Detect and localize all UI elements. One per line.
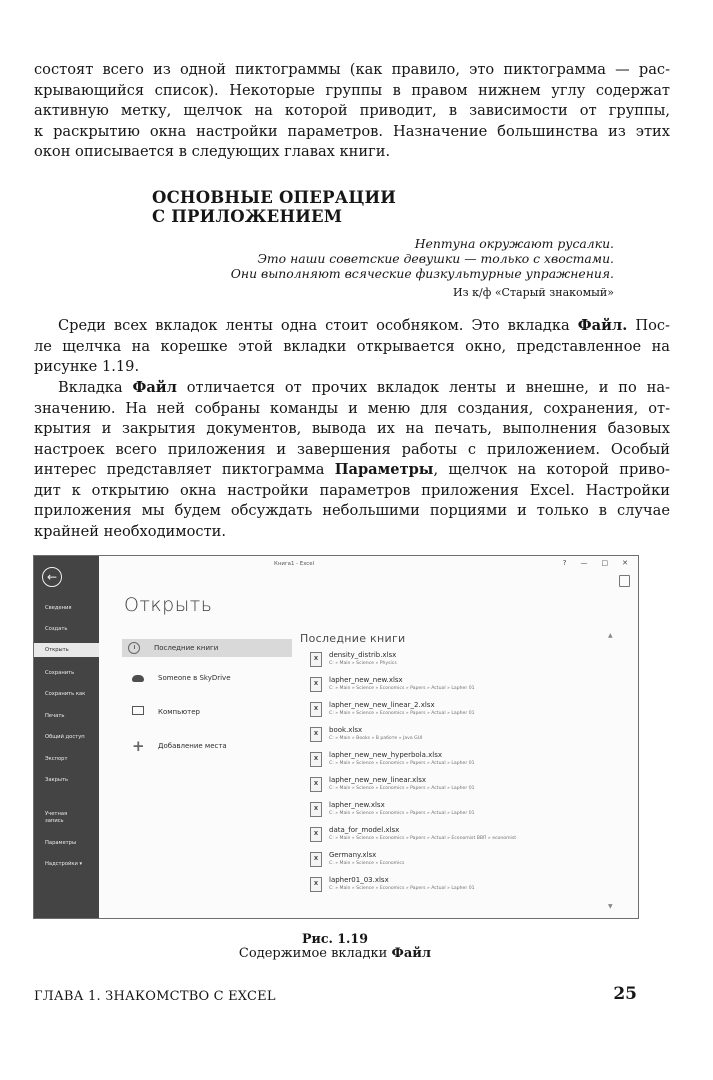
menu-item-print[interactable]: Печать	[45, 713, 65, 719]
file-path: C: » Main » Science » Economics » Papers » Actual » Lapher 01	[329, 811, 475, 816]
backstage-title: Открыть	[124, 594, 213, 616]
file-name: density_distrib.xlsx	[329, 651, 397, 659]
intro-line: окон описывается в следующих главах книги.	[34, 143, 391, 160]
place-add-location[interactable]	[126, 737, 296, 755]
excel-file-icon: X	[310, 802, 322, 817]
file-path: C: » Main » Books » В работе » Java GUI	[329, 736, 423, 741]
file-name: lapher_new.xlsx	[329, 801, 385, 809]
menu-item-addins[interactable]: Надстройки ▾	[45, 861, 83, 867]
backstage-sidebar	[34, 556, 99, 918]
computer-icon	[132, 706, 144, 715]
menu-item-info[interactable]: Сведения	[45, 605, 72, 611]
back-arrow-icon[interactable]: ←	[42, 567, 62, 587]
paragraph-line: ле щелчка на корешке этой вкладки открывается окно, представленное на	[34, 337, 670, 355]
figure-number: Рис. 1.19	[302, 931, 368, 946]
scroll-down-icon[interactable]: ▼	[608, 903, 613, 910]
file-path: C: » Main » Science » Economics » Papers » Actual » Lapher 01	[329, 686, 475, 691]
file-name: data_for_model.xlsx	[329, 826, 400, 834]
paragraph-line: дит к открытию окна настройки параметров приложения Excel. Настройки	[34, 481, 670, 499]
place-recent-workbooks[interactable]	[122, 639, 292, 657]
menu-item-export[interactable]: Экспорт	[45, 756, 68, 762]
recent-workbooks-title: Последние книги	[300, 632, 406, 645]
menu-item-save[interactable]: Сохранить	[45, 670, 75, 676]
excel-file-icon: X	[310, 702, 322, 717]
file-path: C: » Main » Science » Economics » Papers » Actual » Lapher 01	[329, 711, 475, 716]
paragraph-file-tab-details	[34, 378, 670, 542]
section-title-line: С ПРИЛОЖЕНИЕМ	[152, 207, 343, 226]
file-path: C: » Main » Science » Economics	[329, 861, 405, 866]
plus-icon: +	[132, 737, 145, 755]
text-run: отличается от прочих вкладок ленты и внешне, и по на-	[176, 379, 670, 396]
excel-file-icon: X	[310, 752, 322, 767]
paragraph-line	[34, 378, 670, 399]
text-run: интерес представляет пиктограмма	[34, 461, 335, 478]
cloud-icon	[132, 675, 144, 682]
place-label: Добавление места	[158, 742, 227, 750]
window-title: Книга1 - Excel	[274, 561, 315, 567]
recent-file-item[interactable]	[310, 725, 610, 749]
menu-item-save-as[interactable]: Сохранить как	[45, 691, 86, 697]
recent-file-item[interactable]	[310, 875, 610, 899]
file-name: lapher_new_new_linear_2.xlsx	[329, 701, 435, 709]
text-run: Среди всех вкладок ленты одна стоит особняком. Это вкладка	[58, 317, 578, 334]
paragraph-line: настроек всего приложения и завершения работы с приложением. Особый	[34, 440, 670, 458]
text-run: Пос-	[627, 317, 670, 334]
place-skydrive[interactable]	[126, 669, 296, 687]
page-number: 25	[613, 984, 637, 1004]
place-computer[interactable]	[126, 703, 296, 721]
intro-line: крывающийся список). Некоторые группы в правом нижнем углу содержат	[34, 81, 670, 99]
paragraph-line: значению. На ней собраны команды и меню для создания, сохранения, от-	[34, 399, 670, 417]
bold-term: Файл.	[577, 317, 628, 334]
section-title-line: ОСНОВНЫЕ ОПЕРАЦИИ	[152, 188, 397, 207]
place-label: Someone в SkyDrive	[158, 674, 231, 682]
file-path: C: » Main » Science » Economics » Papers » Actual » Economist ВВП » economist	[329, 836, 517, 841]
minimize-icon[interactable]: —	[580, 559, 588, 567]
file-name: lapher_new_new.xlsx	[329, 676, 403, 684]
recent-file-item[interactable]	[310, 775, 610, 799]
bold-term: Файл	[132, 379, 177, 396]
menu-item-open[interactable]: Открыть	[34, 643, 99, 657]
paragraph-line	[34, 316, 670, 337]
recent-file-item[interactable]	[310, 825, 610, 849]
recent-file-item[interactable]	[310, 675, 610, 699]
menu-item-close[interactable]: Закрыть	[45, 777, 69, 783]
file-name: lapher_new_new_hyperbola.xlsx	[329, 751, 443, 759]
paragraph-line: крайней необходимости.	[34, 522, 227, 540]
paragraph-file-tab	[34, 316, 670, 378]
maximize-icon[interactable]: □	[601, 559, 609, 567]
file-path: C: » Main » Science » Economics » Papers » Actual » Lapher 01	[329, 786, 475, 791]
clock-icon	[128, 642, 140, 654]
scroll-up-icon[interactable]: ▲	[608, 632, 613, 639]
file-name: lapher_new_new_linear.xlsx	[329, 776, 426, 784]
excel-backstage-screenshot	[33, 555, 639, 919]
recent-file-item[interactable]	[310, 800, 610, 824]
excel-file-icon: X	[310, 877, 322, 892]
paragraph-line: крытия и закрытия документов, вывода их на печать, выполнения базовых	[34, 420, 670, 437]
close-icon[interactable]: ✕	[622, 559, 628, 567]
account-picture-icon[interactable]	[619, 575, 630, 587]
intro-paragraph	[34, 60, 670, 163]
file-path: C: » Main » Science » Economics » Papers » Actual » Lapher 01	[329, 886, 475, 891]
recent-file-item[interactable]	[310, 700, 610, 724]
running-footer-chapter: ГЛАВА 1. ЗНАКОМСТВО С EXCEL	[34, 989, 276, 1004]
caption-bold-term: Файл	[391, 946, 432, 961]
recent-list-scrollbar[interactable]	[610, 632, 614, 910]
menu-item-share[interactable]: Общий доступ	[45, 734, 85, 740]
epigraph	[231, 236, 614, 281]
intro-line: состоят всего из одной пиктограммы (как правило, это пиктограмма — рас-	[34, 61, 670, 78]
bold-term: Параметры	[334, 461, 434, 478]
place-label: Последние книги	[154, 644, 219, 652]
window-controls	[563, 559, 628, 567]
section-title	[152, 188, 396, 226]
epigraph-line: Нептуна окружают русалки.	[414, 236, 614, 251]
file-path: C: » Main » Science » Physics	[329, 661, 397, 666]
epigraph-line: Это наши советские девушки — только с хвостами.	[257, 251, 614, 266]
recent-file-item[interactable]	[310, 850, 610, 874]
excel-file-icon: X	[310, 727, 322, 742]
file-name: Germany.xlsx	[329, 851, 377, 859]
figure-caption	[0, 946, 670, 962]
excel-file-icon: X	[310, 777, 322, 792]
epigraph-line: Они выполняют всяческие физкультурные упражнения.	[230, 266, 614, 281]
recent-file-item[interactable]	[310, 750, 610, 774]
excel-file-icon: X	[310, 852, 322, 867]
excel-file-icon: X	[310, 827, 322, 842]
help-icon[interactable]: ?	[562, 559, 567, 567]
menu-item-options[interactable]: Параметры	[45, 840, 77, 846]
menu-item-new[interactable]: Создать	[45, 626, 68, 632]
file-name: book.xlsx	[329, 726, 363, 734]
file-path: C: » Main » Science » Economics » Papers » Actual » Lapher 01	[329, 761, 475, 766]
paragraph-line: приложения мы будем обсуждать небольшими порциями и только в случае	[34, 502, 670, 519]
text-run: , щелчок на которой приво-	[433, 461, 670, 478]
recent-file-item[interactable]	[310, 650, 610, 674]
paragraph-line	[34, 460, 670, 481]
paragraph-line: рисунке 1.19.	[34, 358, 140, 375]
menu-item-account[interactable]: запись	[45, 818, 64, 824]
place-label: Компьютер	[158, 708, 200, 716]
intro-line: активную метку, щелчок на которой приводит, в зависимости от группы,	[34, 102, 670, 119]
epigraph-source: Из к/ф «Старый знакомый»	[453, 286, 614, 299]
excel-file-icon: X	[310, 677, 322, 692]
menu-item-account[interactable]: Учетная	[45, 811, 68, 817]
caption-text: Содержимое вкладки	[238, 946, 392, 961]
excel-file-icon: X	[310, 652, 322, 667]
text-run: Вкладка	[58, 379, 133, 396]
intro-line: к раскрытию окна настройки параметров. Назначение большинства из этих	[34, 122, 670, 140]
file-name: lapher01_03.xlsx	[329, 876, 389, 884]
